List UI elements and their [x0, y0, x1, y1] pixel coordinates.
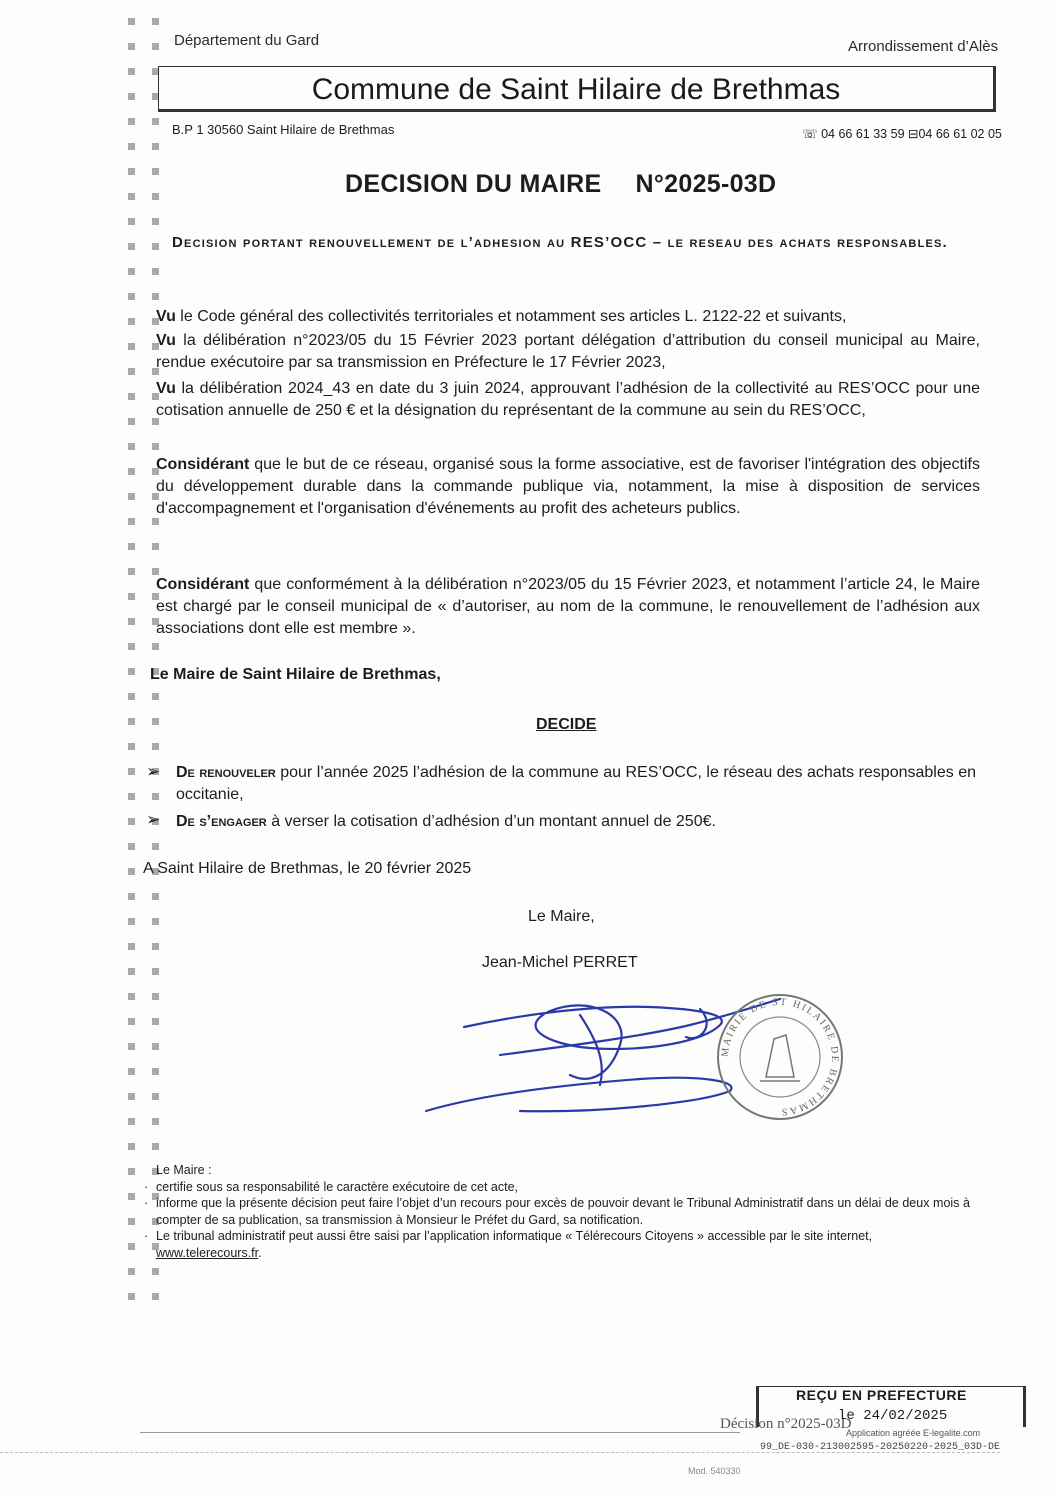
article-text: à verser la cotisation d’adhésion d’un montant annuel de 250€. — [266, 813, 716, 830]
decide-heading: DECIDE — [536, 716, 597, 733]
address-label: B.P 1 30560 Saint Hilaire de Brethmas — [172, 122, 395, 137]
margin-dot — [128, 418, 135, 425]
margin-dot — [128, 43, 135, 50]
margin-dot — [128, 368, 135, 375]
visa-1 — [156, 306, 980, 328]
margin-dot — [152, 443, 159, 450]
margin-dot — [152, 543, 159, 550]
margin-dot — [152, 1018, 159, 1025]
margin-dot — [128, 793, 135, 800]
margin-dot — [128, 318, 135, 325]
margin-dot — [128, 868, 135, 875]
margin-dot — [128, 1068, 135, 1075]
margin-dot — [128, 343, 135, 350]
contact-numbers: ☏ 04 66 61 33 59 ⊟04 66 61 02 05 — [802, 127, 1002, 141]
legal-bullet-text: Le tribunal administratif peut aussi être saisi par l’application informatique « Télérecours Citoyens » accessible par le site internet, — [156, 1229, 873, 1243]
margin-dot — [128, 1293, 135, 1300]
margin-dot — [152, 1143, 159, 1150]
margin-dot — [152, 1293, 159, 1300]
margin-dot — [152, 293, 159, 300]
margin-dot — [128, 518, 135, 525]
margin-dot — [128, 893, 135, 900]
margin-dot — [152, 718, 159, 725]
mairie-seal — [718, 995, 842, 1119]
margin-dot — [128, 843, 135, 850]
margin-dot — [128, 1043, 135, 1050]
article-1 — [176, 762, 976, 806]
margin-dot — [152, 693, 159, 700]
margin-dot — [152, 218, 159, 225]
margin-dot — [128, 943, 135, 950]
margin-dot — [128, 168, 135, 175]
visa-text: la délibération 2024_43 en date du 3 juin 2024, approuvant l’adhésion de la collectivité au RES’OCC pour une cotisation annuelle de 250 € et la désignation du représentant de la commune au sein du RES’OCC, — [156, 380, 980, 419]
margin-dot — [128, 1093, 135, 1100]
legal-bullet-2: · informe que la présente décision peut faire l’objet d’un recours pour excès de pouvoir devant le Tribunal Administratif dans un délai de deux mois à compter de sa publication, sa transmission à Monsieur le Préfet du Gard, sa notification. — [144, 1196, 970, 1227]
margin-dot — [128, 1218, 135, 1225]
margin-dot — [152, 1068, 159, 1075]
article-2 — [176, 811, 976, 833]
scan-dash-line — [0, 1452, 1000, 1453]
margin-dot — [152, 1268, 159, 1275]
considerant-text: que conformément à la délibération n°2023/05 du 15 Février 2023, et notamment l’article 24, le Maire est chargé par le conseil municipal de « d’autoriser, au nom de la commune, le renouvellement de l’adhésion aux associations dont elle est membre ». — [156, 576, 980, 637]
place-date: A Saint Hilaire de Brethmas, le 20 février 2025 — [143, 860, 472, 877]
margin-dot — [152, 1118, 159, 1125]
mayor-intro: Le Maire de Saint Hilaire de Brethmas, — [150, 666, 441, 683]
margin-dot — [152, 143, 159, 150]
margin-dot — [152, 243, 159, 250]
legal-bullet-3: · Le tribunal administratif peut aussi être saisi par l’application informatique « Télérecours Citoyens » accessible par le site internet, — [144, 1229, 873, 1243]
margin-dot — [128, 1193, 135, 1200]
visa-lead: Vu — [156, 332, 176, 349]
legal-heading: Le Maire : — [156, 1163, 212, 1177]
considerant-2 — [156, 574, 980, 640]
margin-dot — [128, 618, 135, 625]
link-suffix: . — [258, 1245, 262, 1260]
margin-dot — [128, 468, 135, 475]
margin-dot — [152, 943, 159, 950]
article-text: pour l’année 2025 l’adhésion de la commune au RES’OCC, le réseau des achats responsables en occitanie, — [176, 764, 976, 803]
seal-text: MAIRIE DE ST HILAIRE DE BRETHMAS — [719, 996, 841, 1118]
stamp-date: le 24/02/2025 — [838, 1408, 948, 1424]
margin-dot — [128, 993, 135, 1000]
margin-dot — [128, 293, 135, 300]
legal-notice — [144, 1162, 970, 1261]
decision-reference: Décision n°2025-03D — [720, 1416, 852, 1432]
considerant-text: que le but de ce réseau, organisé sous la forme associative, est de favoriser l'intégration des objectifs du développement durable dans la commande publique via, notamment, la mise à disposition de services d'accompagnement et l'organisation d'événements au profit des acheteurs publics. — [156, 456, 980, 517]
margin-dot — [152, 1043, 159, 1050]
margin-dot — [152, 18, 159, 25]
margin-dot — [152, 918, 159, 925]
margin-dot — [128, 118, 135, 125]
stamp-title: REÇU EN PREFECTURE — [796, 1387, 967, 1403]
margin-dot — [152, 843, 159, 850]
arrow-bullet-icon: ➢ — [146, 762, 161, 781]
decision-subject: Decision portant renouvellement de l’adhesion au RES’OCC – le reseau des achats responsables. — [172, 234, 948, 251]
margin-dot — [128, 543, 135, 550]
margin-dot — [128, 268, 135, 275]
margin-dot — [128, 693, 135, 700]
department-label: Département du Gard — [174, 32, 320, 49]
considerant-lead: Considérant — [156, 576, 250, 593]
margin-dot — [128, 593, 135, 600]
margin-dot — [128, 668, 135, 675]
margin-dot — [152, 968, 159, 975]
commune-title: Commune de Saint Hilaire de Brethmas — [311, 73, 841, 106]
margin-dot — [152, 743, 159, 750]
margin-dot — [128, 718, 135, 725]
margin-dot — [152, 643, 159, 650]
visa-2 — [156, 330, 980, 374]
margin-dot — [128, 1118, 135, 1125]
margin-dot — [128, 1018, 135, 1025]
article-lead: De s’engager — [176, 813, 267, 830]
margin-dot — [128, 18, 135, 25]
margin-dot — [128, 68, 135, 75]
considerant-1 — [156, 454, 980, 520]
margin-dot — [128, 493, 135, 500]
margin-dot — [128, 143, 135, 150]
visa-lead: Vu — [156, 380, 176, 397]
margin-dot — [128, 193, 135, 200]
telerecours-link[interactable]: www.telerecours.fr — [156, 1245, 259, 1260]
visa-text: la délibération n°2023/05 du 15 Février 2023 portant délégation d’attribution du conseil municipal au Maire, rendue exécutoire par sa transmission en Préfecture le 17 Février 2023, — [156, 332, 980, 371]
margin-dot — [128, 218, 135, 225]
arrow-bullet-icon: ➢ — [146, 810, 161, 829]
margin-dot — [128, 768, 135, 775]
stamp-agreement: Application agréée E-legalite.com — [846, 1428, 981, 1438]
margin-dot — [128, 1243, 135, 1250]
arrondissement-label: Arrondissement d’Alès — [848, 38, 999, 55]
visa-3 — [156, 378, 980, 422]
margin-dot — [128, 1143, 135, 1150]
margin-dot — [152, 118, 159, 125]
commune-title-box — [158, 66, 996, 112]
margin-dot — [128, 968, 135, 975]
margin-dot — [128, 443, 135, 450]
visa-lead: Vu — [156, 308, 176, 325]
margin-dot — [128, 743, 135, 750]
decision-title — [345, 170, 776, 199]
margin-dot — [128, 643, 135, 650]
margin-dot — [152, 993, 159, 1000]
considerant-lead: Considérant — [156, 456, 250, 473]
stamp-reference: 99_DE-030-213002595-20250220-2025_03D-DE — [760, 1442, 1001, 1453]
margin-dot — [128, 918, 135, 925]
legal-bullet-1: · certifie sous sa responsabilité le caractère exécutoire de cet acte, — [144, 1179, 518, 1194]
signature-and-seal — [400, 985, 870, 1135]
decision-title-text: DECISION DU MAIRE — [345, 170, 602, 198]
legal-bullet-text: informe que la présente décision peut faire l’objet d’un recours pour excès de pouvoir devant le Tribunal Administratif dans un délai de deux mois à compter de sa publication, sa transmission à Monsieur le Préfet du Gard, sa notification. — [156, 1196, 970, 1227]
signature-role: Le Maire, — [528, 908, 595, 925]
model-number: Mod. 540330 — [688, 1466, 741, 1476]
legal-bullet-text: certifie sous sa responsabilité le caractère exécutoire de cet acte, — [156, 1179, 518, 1194]
decision-number: N°2025-03D — [635, 170, 777, 198]
margin-dot — [128, 1268, 135, 1275]
margin-dot — [128, 818, 135, 825]
article-lead: De renouveler — [176, 764, 276, 781]
margin-dot — [128, 568, 135, 575]
margin-dot — [152, 893, 159, 900]
page-rule — [140, 1432, 740, 1433]
margin-dot — [152, 168, 159, 175]
svg-text:MAIRIE DE ST HILAIRE DE BRETHM — [720, 997, 840, 1117]
margin-dot — [152, 268, 159, 275]
margin-dot — [152, 1093, 159, 1100]
visa-text: le Code général des collectivités territoriales et notamment ses articles L. 2122-22 et suivants, — [175, 308, 847, 325]
margin-dot — [128, 93, 135, 100]
margin-dot — [128, 393, 135, 400]
margin-dot — [128, 243, 135, 250]
margin-dot — [152, 43, 159, 50]
margin-dot — [152, 193, 159, 200]
margin-dot — [152, 793, 159, 800]
signature-name: Jean-Michel PERRET — [482, 954, 638, 971]
margin-dot — [128, 1168, 135, 1175]
